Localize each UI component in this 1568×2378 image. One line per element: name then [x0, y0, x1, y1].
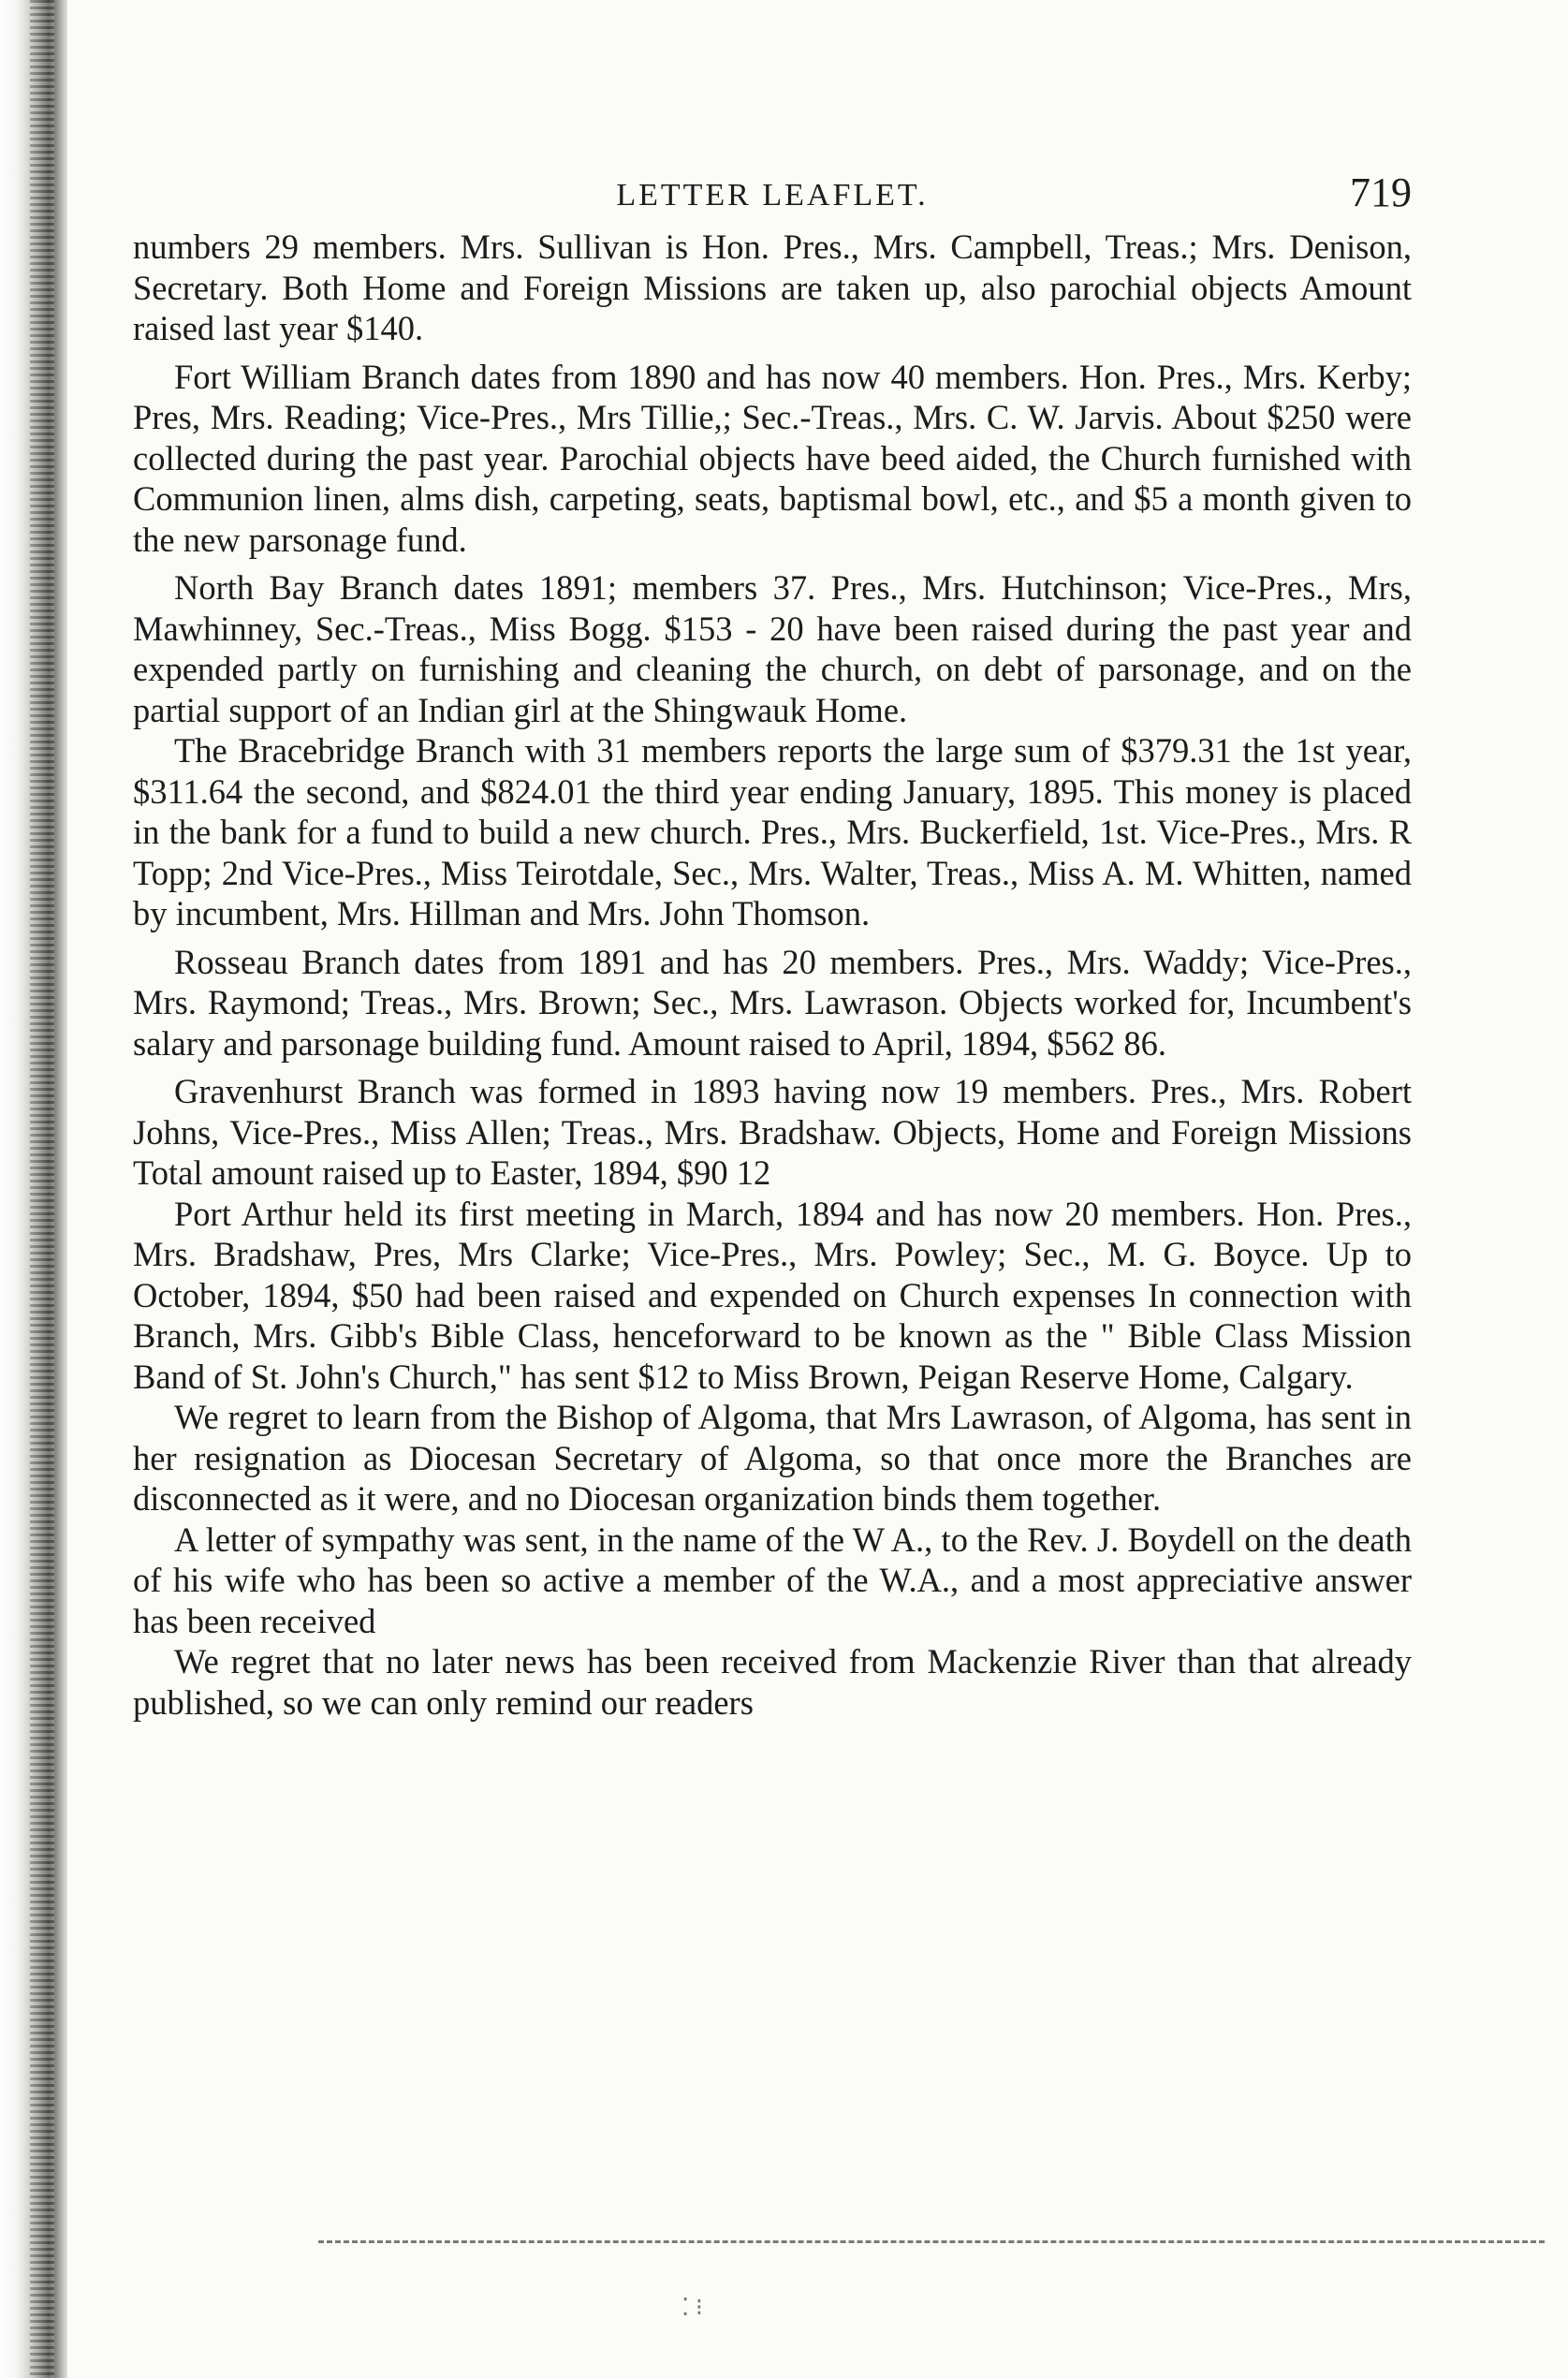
- paragraph-algoma-resignation: We regret to learn from the Bishop of Algoma, that Mrs Lawrason, of Algoma, has sent in her resignation as Diocesan Secretary of Algoma, so that once more the Branches are disconnected as it were, and no Diocesan organization binds them together.: [133, 1398, 1412, 1518]
- paragraph-port-arthur: Port Arthur held its first meeting in March, 1894 and has now 20 members. Hon. Pres., Mrs. Bradshaw, Pres, Mrs Clarke; Vice-Pres., Mrs. Powley; Sec., M. G. Boyce. Up to October, 1894, $50 had been raised and expended on Church expenses In connection with Branch, Mrs. Gibb's Bible Class, henceforward to be known as the " Bible Class Mission Band of St. John's Church," has sent $12 to Miss Brown, Peigan Reserve Home, Calgary.: [133, 1194, 1412, 1396]
- book-binding-edge: [0, 0, 67, 2378]
- paragraph-rosseau: Rosseau Branch dates from 1891 and has 20 members. Pres., Mrs. Waddy; Vice-Pres., Mrs. Raymond; Treas., Mrs. Brown; Sec., Mrs. Lawrason. Objects worked for, Incumbent's salary and parsonage building fund. Amount raised to April, 1894, $562 86.: [133, 942, 1412, 1063]
- paragraph-letter-of-sympathy: A letter of sympathy was sent, in the name of the W A., to the Rev. J. Boydell on the death of his wife who has been so active a member of the W.A., and a most appreciative answer has been received: [133, 1519, 1412, 1640]
- footer-specks: ⁚ ⁝: [681, 2294, 704, 2321]
- page-number: 719: [1350, 169, 1412, 215]
- paragraph-bracebridge: The Bracebridge Branch with 31 members reports the large sum of $379.31 the 1st year, $311.64 the second, and $824.01 the third year ending January, 1895. This money is placed in the bank for a fund to build a new church. Pres., Mrs. Buckerfield, 1st. Vice-Pres., Mrs. R Topp; 2nd Vice-Pres., Miss Teirotdale, Sec., Mrs. Walter, Treas., Miss A. M. Whitten, named by incumbent, Mrs. Hillman and Mrs. John Thomson.: [133, 731, 1412, 932]
- running-head: [133, 140, 1412, 227]
- paragraph-fort-william: Fort William Branch dates from 1890 and has now 40 members. Hon. Pres., Mrs. Kerby; Pres, Mrs. Reading; Vice-Pres., Mrs Tillie,; Sec.-Treas., Mrs. C. W. Jarvis. About $250 were collected during the past year. Parochial objects have beed aided, the Church furnished with Communion linen, alms dish, carpeting, seats, baptismal bowl, etc., and $5 a month given to the new parsonage fund.: [133, 357, 1412, 559]
- paragraph-continued-branch: numbers 29 members. Mrs. Sullivan is Hon. Pres., Mrs. Campbell, Treas.; Mrs. Denison, Secretary. Both Home and Foreign Missions are taken up, also parochial objects Amount raised last year $140.: [133, 228, 1412, 347]
- paragraph-north-bay: North Bay Branch dates 1891; members 37. Pres., Mrs. Hutchinson; Vice-Pres., Mrs, Mawhinney, Sec.-Treas., Miss Bogg. $153 - 20 have been raised during the past year and expended partly on furnishing and cleaning the church, on debt of parsonage, and on the partial support of an Indian girl at the Shingwauk Home.: [133, 568, 1412, 729]
- page-content: [133, 140, 1412, 1723]
- footer-dashed-rule: [318, 2240, 1545, 2243]
- running-head-title: LETTER LEAFLET.: [616, 178, 929, 213]
- paragraph-mackenzie-river: We regret that no later news has been received from Mackenzie River than that already published, so we can only remind our readers: [133, 1642, 1412, 1722]
- paragraph-gravenhurst: Gravenhurst Branch was formed in 1893 having now 19 members. Pres., Mrs. Robert Johns, Vice-Pres., Miss Allen; Treas., Mrs. Bradshaw. Objects, Home and Foreign Missions Total amount raised up to Easter, 1894, $90 12: [133, 1072, 1412, 1192]
